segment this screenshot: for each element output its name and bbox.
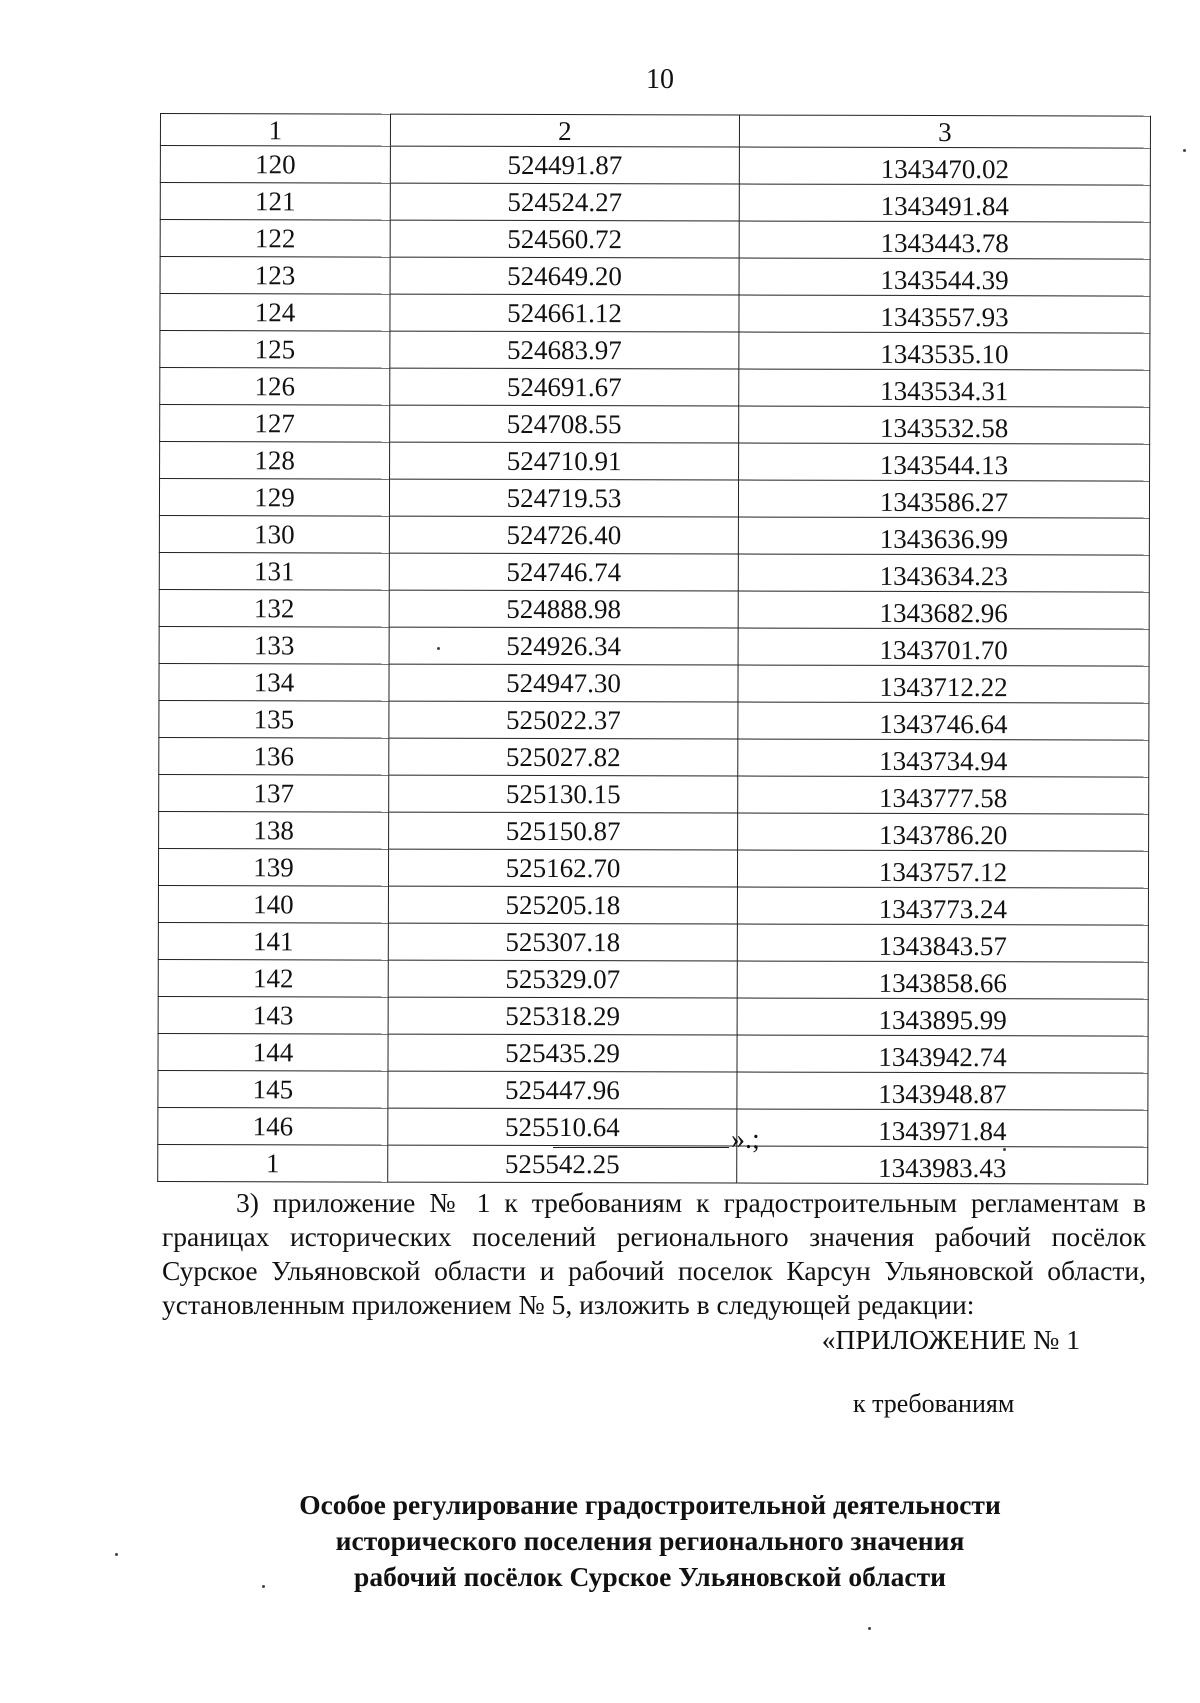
y-coordinate-cell: 1343971.84 [737,1109,1148,1147]
y-coordinate-cell: 1343634.23 [738,554,1149,592]
point-number-cell: 145 [158,1070,388,1108]
y-coordinate-cell: 1343773.24 [737,887,1148,925]
point-number-cell: 128 [160,442,390,480]
point-number-cell: 141 [158,922,388,960]
x-coordinate-cell: 524947.30 [389,664,738,702]
y-coordinate-cell: 1343470.02 [739,147,1150,185]
amendment-paragraph-text: 3) приложение № 1 к требованиям к градостроительным регламентам в границах исторических поселений регионального значения рабочий посёлок Сурское Ульяновской области и рабочий поселок Карсун Ульяновской области, установленным приложением № 5, изложить в следующей редакции: [162,1187,1146,1320]
table-row [160,183,1150,223]
table-row [160,220,1150,260]
y-coordinate-cell: 1343586.27 [738,480,1149,518]
x-coordinate-cell: 525150.87 [389,812,738,850]
table-row [159,700,1149,740]
point-number-cell: 125 [160,331,390,369]
section-heading-line-1: Особое регулирование градостроительной деятельности [299,1489,1001,1520]
y-coordinate-cell: 1343712.22 [738,665,1149,703]
table-row [159,479,1149,519]
point-number-cell: 1 [158,1144,388,1182]
y-coordinate-cell: 1343777.58 [738,776,1149,814]
scan-speck [1183,149,1186,152]
scan-speck [1003,1148,1006,1151]
table-row [159,589,1149,629]
y-coordinate-cell: 1343535.10 [739,332,1150,370]
point-number-cell: 137 [159,774,389,812]
table-row [158,1033,1148,1073]
section-heading-line-2: исторического поселения регионального значения [335,1525,965,1556]
y-coordinate-cell: 1343942.74 [737,1035,1148,1073]
closing-quote: ».; [731,1124,760,1155]
table-row [159,774,1149,814]
table-row [158,885,1148,925]
closing-mark [553,1124,760,1156]
point-number-cell: 126 [160,368,390,406]
point-number-cell: 146 [158,1107,388,1145]
table-row [159,811,1149,851]
table-row [160,405,1150,445]
y-coordinate-cell: 1343544.13 [739,443,1150,481]
point-number-cell: 138 [159,811,389,849]
point-number-cell: 142 [158,959,388,997]
scan-speck [868,1627,871,1630]
y-coordinate-cell: 1343544.39 [739,258,1150,296]
scan-speck [115,1553,118,1556]
point-number-cell: 132 [159,589,389,627]
table-row [159,515,1149,555]
x-coordinate-cell: 525022.37 [389,701,738,739]
y-coordinate-cell: 1343557.93 [739,295,1150,333]
point-number-cell: 140 [158,885,388,923]
point-number-cell: 133 [159,626,389,664]
x-coordinate-cell: 525447.96 [388,1071,737,1109]
y-coordinate-cell: 1343682.96 [738,591,1149,629]
table-row [159,626,1149,666]
table-row [160,257,1150,297]
y-coordinate-cell: 1343983.43 [737,1146,1148,1184]
y-coordinate-cell: 1343534.31 [739,369,1150,407]
x-coordinate-cell: 524926.34 [389,627,738,665]
column-header-x: 2 [390,114,739,147]
x-coordinate-cell: 524683.97 [390,331,739,369]
table-body [158,146,1151,1185]
table-row [160,331,1150,371]
table-row [158,1070,1148,1110]
point-number-cell: 144 [158,1033,388,1071]
underline-rule [553,1147,729,1148]
point-number-cell: 139 [158,848,388,886]
table-row [159,663,1149,703]
x-coordinate-cell: 524708.55 [390,405,739,443]
point-number-cell: 129 [159,479,389,517]
point-number-cell: 131 [159,552,389,590]
x-coordinate-cell: 524560.72 [390,220,739,258]
table-row [158,848,1148,888]
section-heading-line-3: рабочий посёлок Сурское Ульяновской области [354,1561,946,1592]
x-coordinate-cell: 524726.40 [389,516,738,554]
x-coordinate-cell: 524691.67 [390,368,739,406]
x-coordinate-cell: 524746.74 [389,553,738,591]
table-row [160,146,1150,186]
x-coordinate-cell: 524888.98 [389,590,738,628]
point-number-cell: 143 [158,996,388,1034]
column-header-y: 3 [739,115,1150,148]
y-coordinate-cell: 1343701.70 [738,628,1149,666]
appendix-subtitle: к требованиям [853,1389,1015,1418]
table-row [160,368,1150,408]
scan-speck [262,1585,265,1588]
point-number-cell: 122 [160,220,390,258]
point-number-cell: 134 [159,663,389,701]
x-coordinate-cell: 525542.25 [388,1145,737,1183]
x-coordinate-cell: 524524.27 [390,183,739,221]
y-coordinate-cell: 1343443.78 [739,221,1150,259]
table-header-row [160,114,1150,149]
y-coordinate-cell: 1343858.66 [737,961,1148,999]
y-coordinate-cell: 1343636.99 [738,517,1149,555]
x-coordinate-cell: 524661.12 [390,294,739,332]
x-coordinate-cell: 525329.07 [388,960,737,998]
table-row [160,442,1150,482]
table-row [158,959,1148,999]
column-header-number: 1 [160,114,390,147]
coordinates-table [157,113,1151,1185]
table-row [159,737,1149,777]
section-heading [200,1487,1100,1595]
x-coordinate-cell: 524491.87 [390,146,739,184]
point-number-cell: 136 [159,737,389,775]
y-coordinate-cell: 1343895.99 [737,998,1148,1036]
point-number-cell: 121 [160,183,390,221]
y-coordinate-cell: 1343734.94 [738,739,1149,777]
x-coordinate-cell: 525435.29 [388,1034,737,1072]
amendment-paragraph [162,1186,1146,1322]
table-row [158,996,1148,1036]
y-coordinate-cell: 1343757.12 [737,850,1148,888]
y-coordinate-cell: 1343491.84 [739,184,1150,222]
table-row [158,922,1148,962]
x-coordinate-cell: 525130.15 [389,775,738,813]
x-coordinate-cell: 524719.53 [389,479,738,517]
y-coordinate-cell: 1343948.87 [737,1072,1148,1110]
point-number-cell: 124 [160,294,390,332]
point-number-cell: 127 [160,405,390,443]
table-row [160,294,1150,334]
y-coordinate-cell: 1343843.57 [737,924,1148,962]
x-coordinate-cell: 525027.82 [389,738,738,776]
appendix-title: «ПРИЛОЖЕНИЕ № 1 [821,1324,1080,1355]
x-coordinate-cell: 524649.20 [390,257,739,295]
x-coordinate-cell: 524710.91 [390,442,739,480]
y-coordinate-cell: 1343786.20 [738,813,1149,851]
y-coordinate-cell: 1343746.64 [738,702,1149,740]
point-number-cell: 130 [159,515,389,553]
x-coordinate-cell: 525162.70 [388,849,737,887]
table-row [159,552,1149,592]
point-number-cell: 123 [160,257,390,295]
point-number-cell: 120 [160,146,390,184]
x-coordinate-cell: 525318.29 [388,997,737,1035]
x-coordinate-cell: 525205.18 [388,886,737,924]
y-coordinate-cell: 1343532.58 [739,406,1150,444]
page-number: 10 [646,64,674,95]
scan-speck [437,647,440,650]
point-number-cell: 135 [159,700,389,738]
x-coordinate-cell: 525307.18 [388,923,737,961]
x-coordinate-cell: 525510.64 [388,1108,737,1146]
